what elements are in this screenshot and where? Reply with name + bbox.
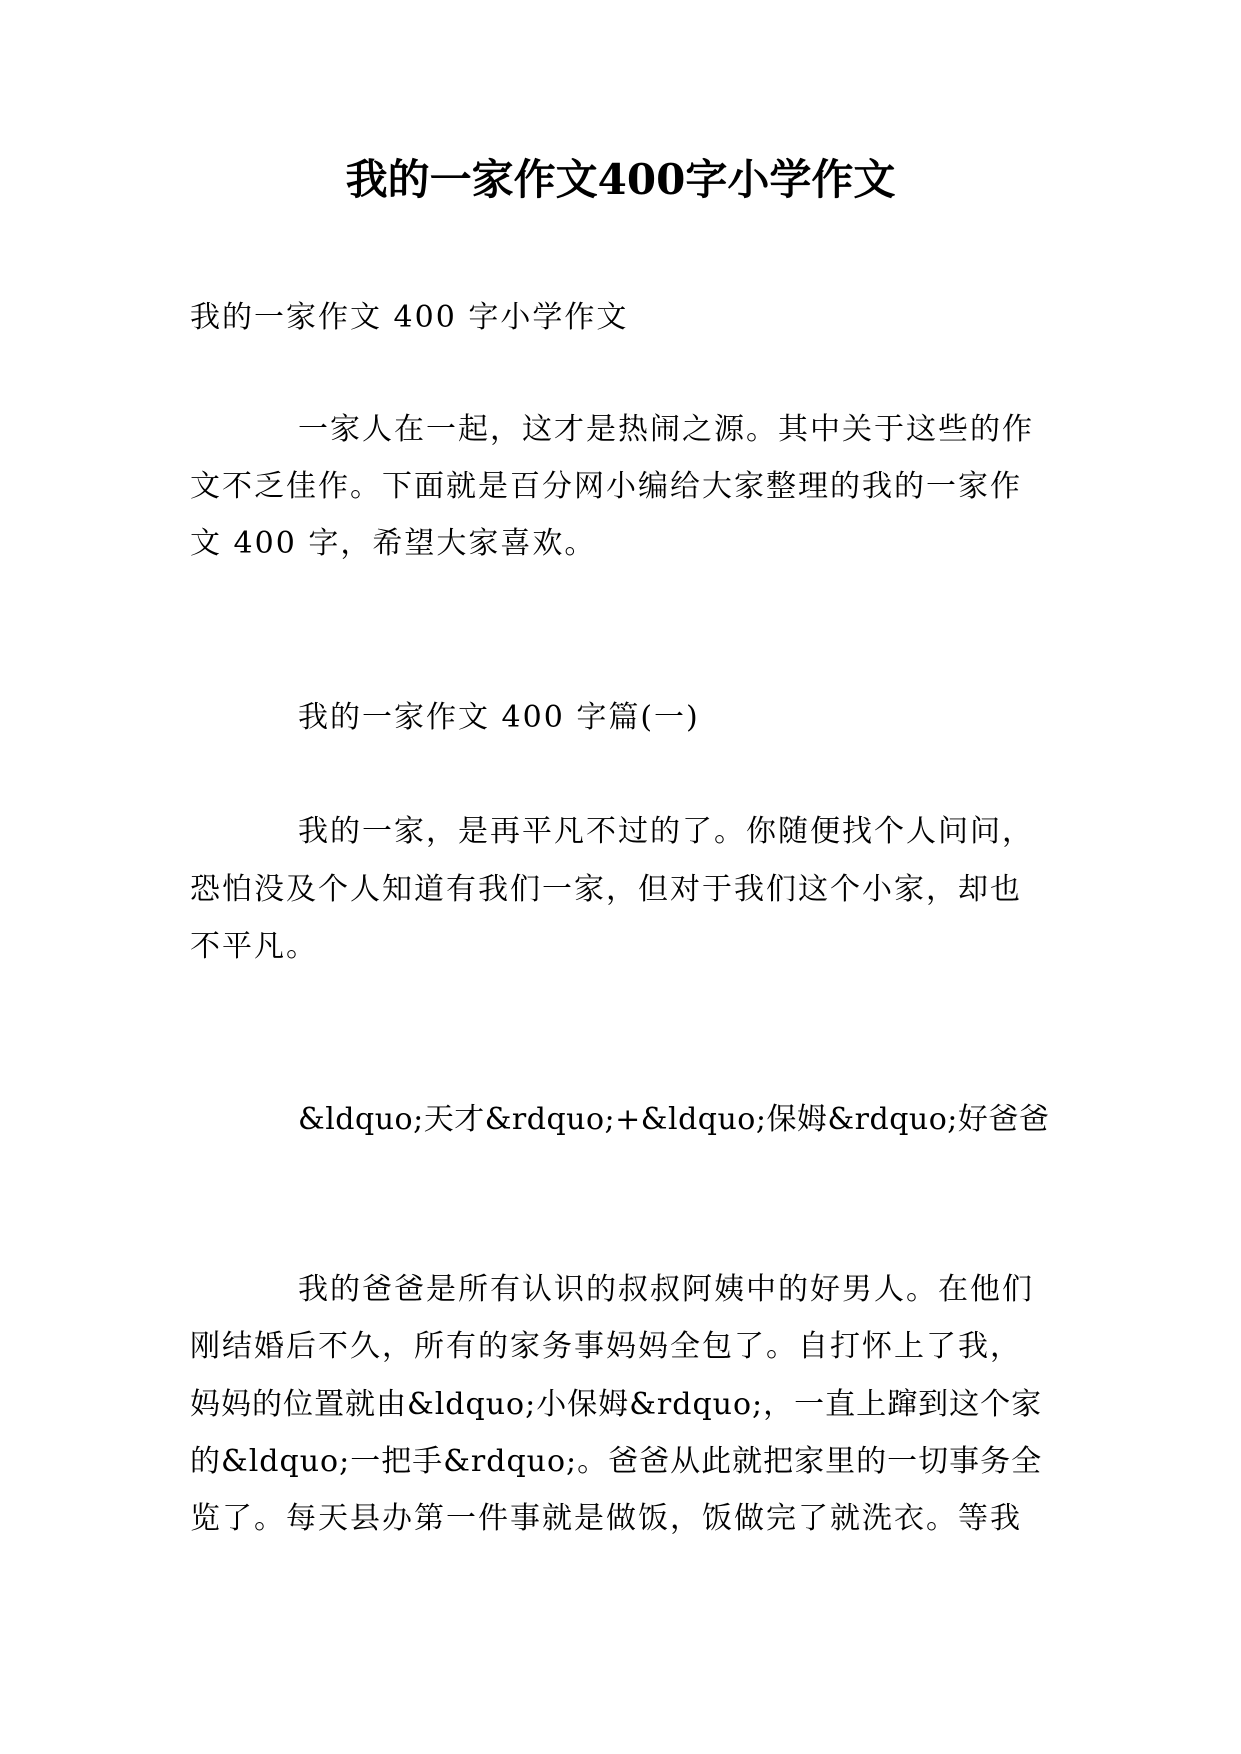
paragraph-3-line-5: 览了。每天县办第一件事就是做饭，饭做完了就洗衣。等我	[190, 1501, 1022, 1536]
paragraph-2-line-1: 我的一家，是再平凡不过的了。你随便找个人问问，	[298, 814, 1034, 849]
paragraph-1-line-2: 文不乏佳作。下面就是百分网小编给大家整理的我的一家作	[190, 469, 1022, 504]
document-title: 我的一家作文400字小学作文	[345, 155, 896, 204]
paragraph-3-line-1: 我的爸爸是所有认识的叔叔阿姨中的好男人。在他们	[298, 1272, 1034, 1307]
paragraph-1-line-1: 一家人在一起，这才是热闹之源。其中关于这些的作	[298, 412, 1034, 447]
section-heading: 我的一家作文 400 字篇(一)	[298, 700, 700, 735]
paragraph-3-line-3: 妈妈的位置就由&ldquo;小保姆&rdquo;，一直上蹿到这个家	[190, 1387, 1043, 1422]
document-subtitle: 我的一家作文 400 字小学作文	[190, 300, 629, 335]
subheading: &ldquo;天才&rdquo;+&ldquo;保姆&rdquo;好爸爸	[298, 1102, 1050, 1137]
paragraph-2-line-2: 恐怕没及个人知道有我们一家，但对于我们这个小家，却也	[190, 872, 1022, 907]
paragraph-3-line-2: 刚结婚后不久，所有的家务事妈妈全包了。自打怀上了我，	[190, 1329, 1022, 1364]
paragraph-2-line-3: 不平凡。	[190, 929, 318, 964]
paragraph-1-line-3: 文 400 字，希望大家喜欢。	[190, 526, 597, 561]
paragraph-3-line-4: 的&ldquo;一把手&rdquo;。爸爸从此就把家里的一切事务全	[190, 1444, 1043, 1479]
